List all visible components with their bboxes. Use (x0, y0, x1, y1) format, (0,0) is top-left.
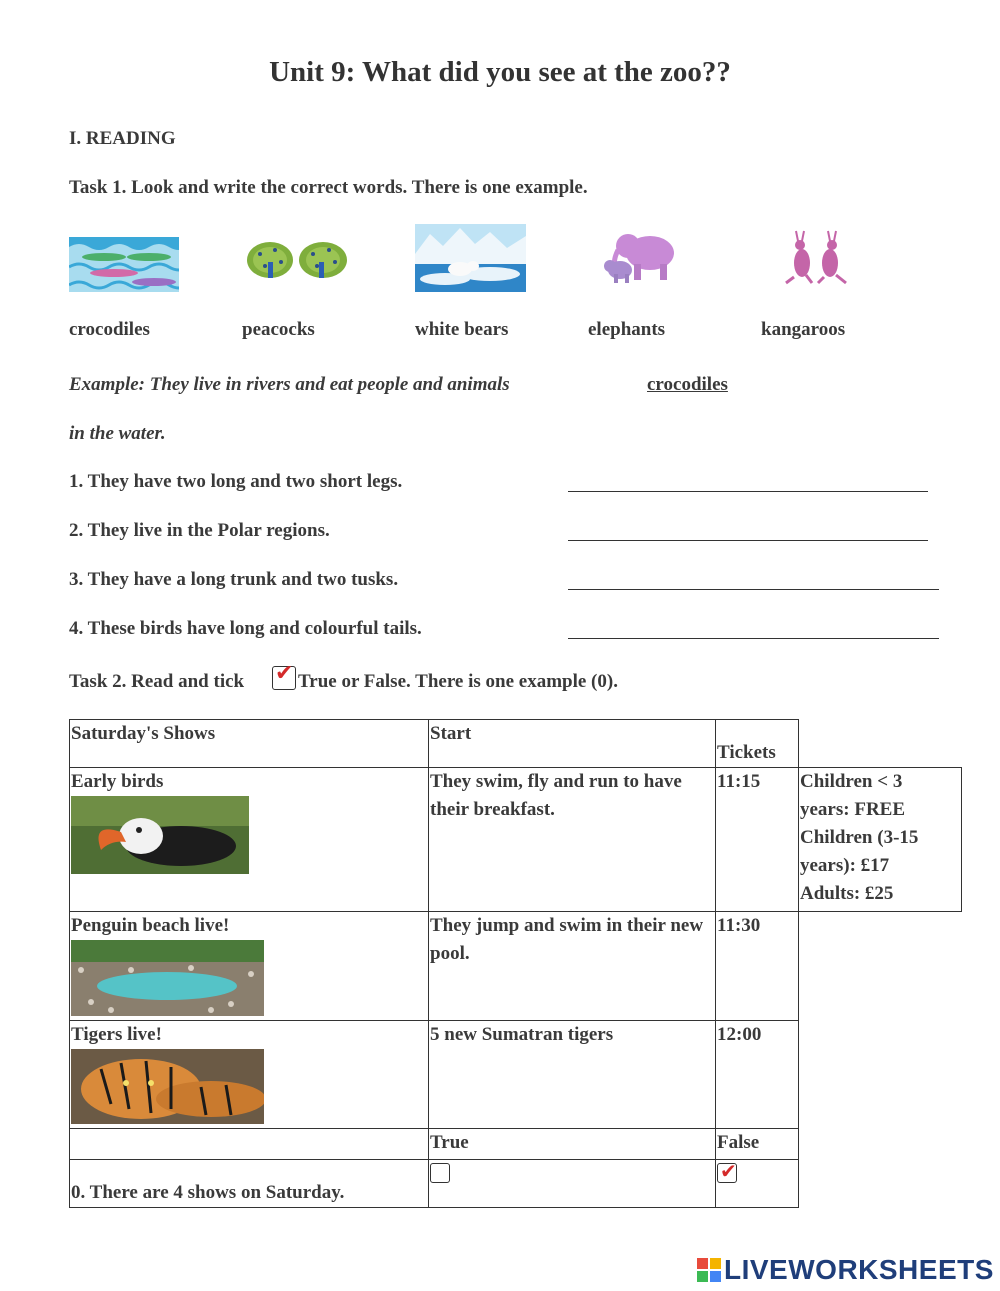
task2-instruction-end: True or False. There is one example (0). (298, 671, 618, 692)
header-start: Start (429, 720, 716, 768)
answer-line-4[interactable] (568, 638, 939, 639)
show-time-tigers: 12:00 (716, 1021, 799, 1129)
show-desc-tigers: 5 new Sumatran tigers (429, 1021, 716, 1129)
ticket-prices (799, 768, 962, 912)
task1-instruction: Task 1. Look and write the correct words. There is one example. (69, 177, 588, 198)
show-time-early-birds: 11:15 (716, 768, 799, 912)
white-bears-image (415, 224, 526, 292)
show-desc-early-birds: They swim, fly and run to have their breakfast. (429, 768, 716, 912)
show-name: Penguin beach live! (71, 915, 230, 936)
true-cell (429, 1160, 716, 1208)
tick-example-icon: ✔ (272, 666, 296, 695)
peacocks-image (245, 240, 351, 285)
page-title: Unit 9: What did you see at the zoo?? (269, 56, 731, 88)
elephants-image (598, 228, 682, 286)
example-answer: crocodiles (647, 374, 728, 395)
task2-instruction-start: Task 2. Read and tick (69, 671, 245, 692)
price-line: Children < 3 (800, 771, 903, 792)
true-checkbox[interactable] (430, 1163, 450, 1183)
question-3: 3. They have a long trunk and two tusks. (69, 569, 399, 590)
word-white-bears: white bears (415, 319, 509, 340)
show-row-early-birds (70, 768, 429, 912)
question-1: 1. They have two long and two short legs. (69, 471, 403, 492)
show-name: Tigers live! (71, 1024, 162, 1045)
question-2: 2. They live in the Polar regions. (69, 520, 330, 541)
price-line: years): £17 (800, 855, 890, 876)
hornbill-image (71, 796, 249, 874)
column-true: True (429, 1129, 716, 1160)
liveworksheets-logo-icon (697, 1258, 721, 1282)
show-desc-penguin-beach: They jump and swim in their new pool. (429, 912, 716, 1021)
show-name: Early birds (71, 771, 164, 792)
question-4: 4. These birds have long and colourful tails. (69, 618, 422, 639)
example-text: Example: They live in rivers and eat people and animals (69, 374, 510, 395)
show-time-penguin-beach: 11:30 (716, 912, 799, 1021)
word-peacocks: peacocks (242, 319, 315, 340)
answer-line-1[interactable] (568, 491, 928, 492)
show-row-tigers (70, 1021, 429, 1129)
price-line: years: FREE (800, 799, 906, 820)
penguin-beach-image (71, 940, 264, 1016)
false-checkbox[interactable] (717, 1159, 737, 1183)
word-elephants: elephants (588, 319, 666, 340)
header-shows: Saturday's Shows (70, 720, 429, 768)
price-line: Adults: £25 (800, 883, 894, 904)
column-false: False (716, 1129, 799, 1160)
answer-line-3[interactable] (568, 589, 939, 590)
shows-table (69, 719, 962, 1208)
brand-logo[interactable]: LIVEWORKSHEETS (724, 1254, 994, 1285)
show-row-penguin-beach (70, 912, 429, 1021)
false-cell (716, 1160, 799, 1208)
answer-line-2[interactable] (568, 540, 928, 541)
example-text-continued: in the water. (69, 423, 166, 444)
tiger-image (71, 1049, 264, 1124)
section-heading: I. READING (69, 128, 176, 149)
word-kangaroos: kangaroos (761, 319, 846, 340)
checkmark-icon: ✔ (720, 1159, 737, 1183)
example-statement: 0. There are 4 shows on Saturday. (70, 1160, 429, 1208)
word-crocodiles: crocodiles (69, 319, 150, 340)
crocodiles-image (69, 237, 179, 292)
kangaroos-image (780, 229, 852, 287)
price-line: Children (3-15 (800, 827, 919, 848)
header-tickets: Tickets (716, 720, 799, 768)
